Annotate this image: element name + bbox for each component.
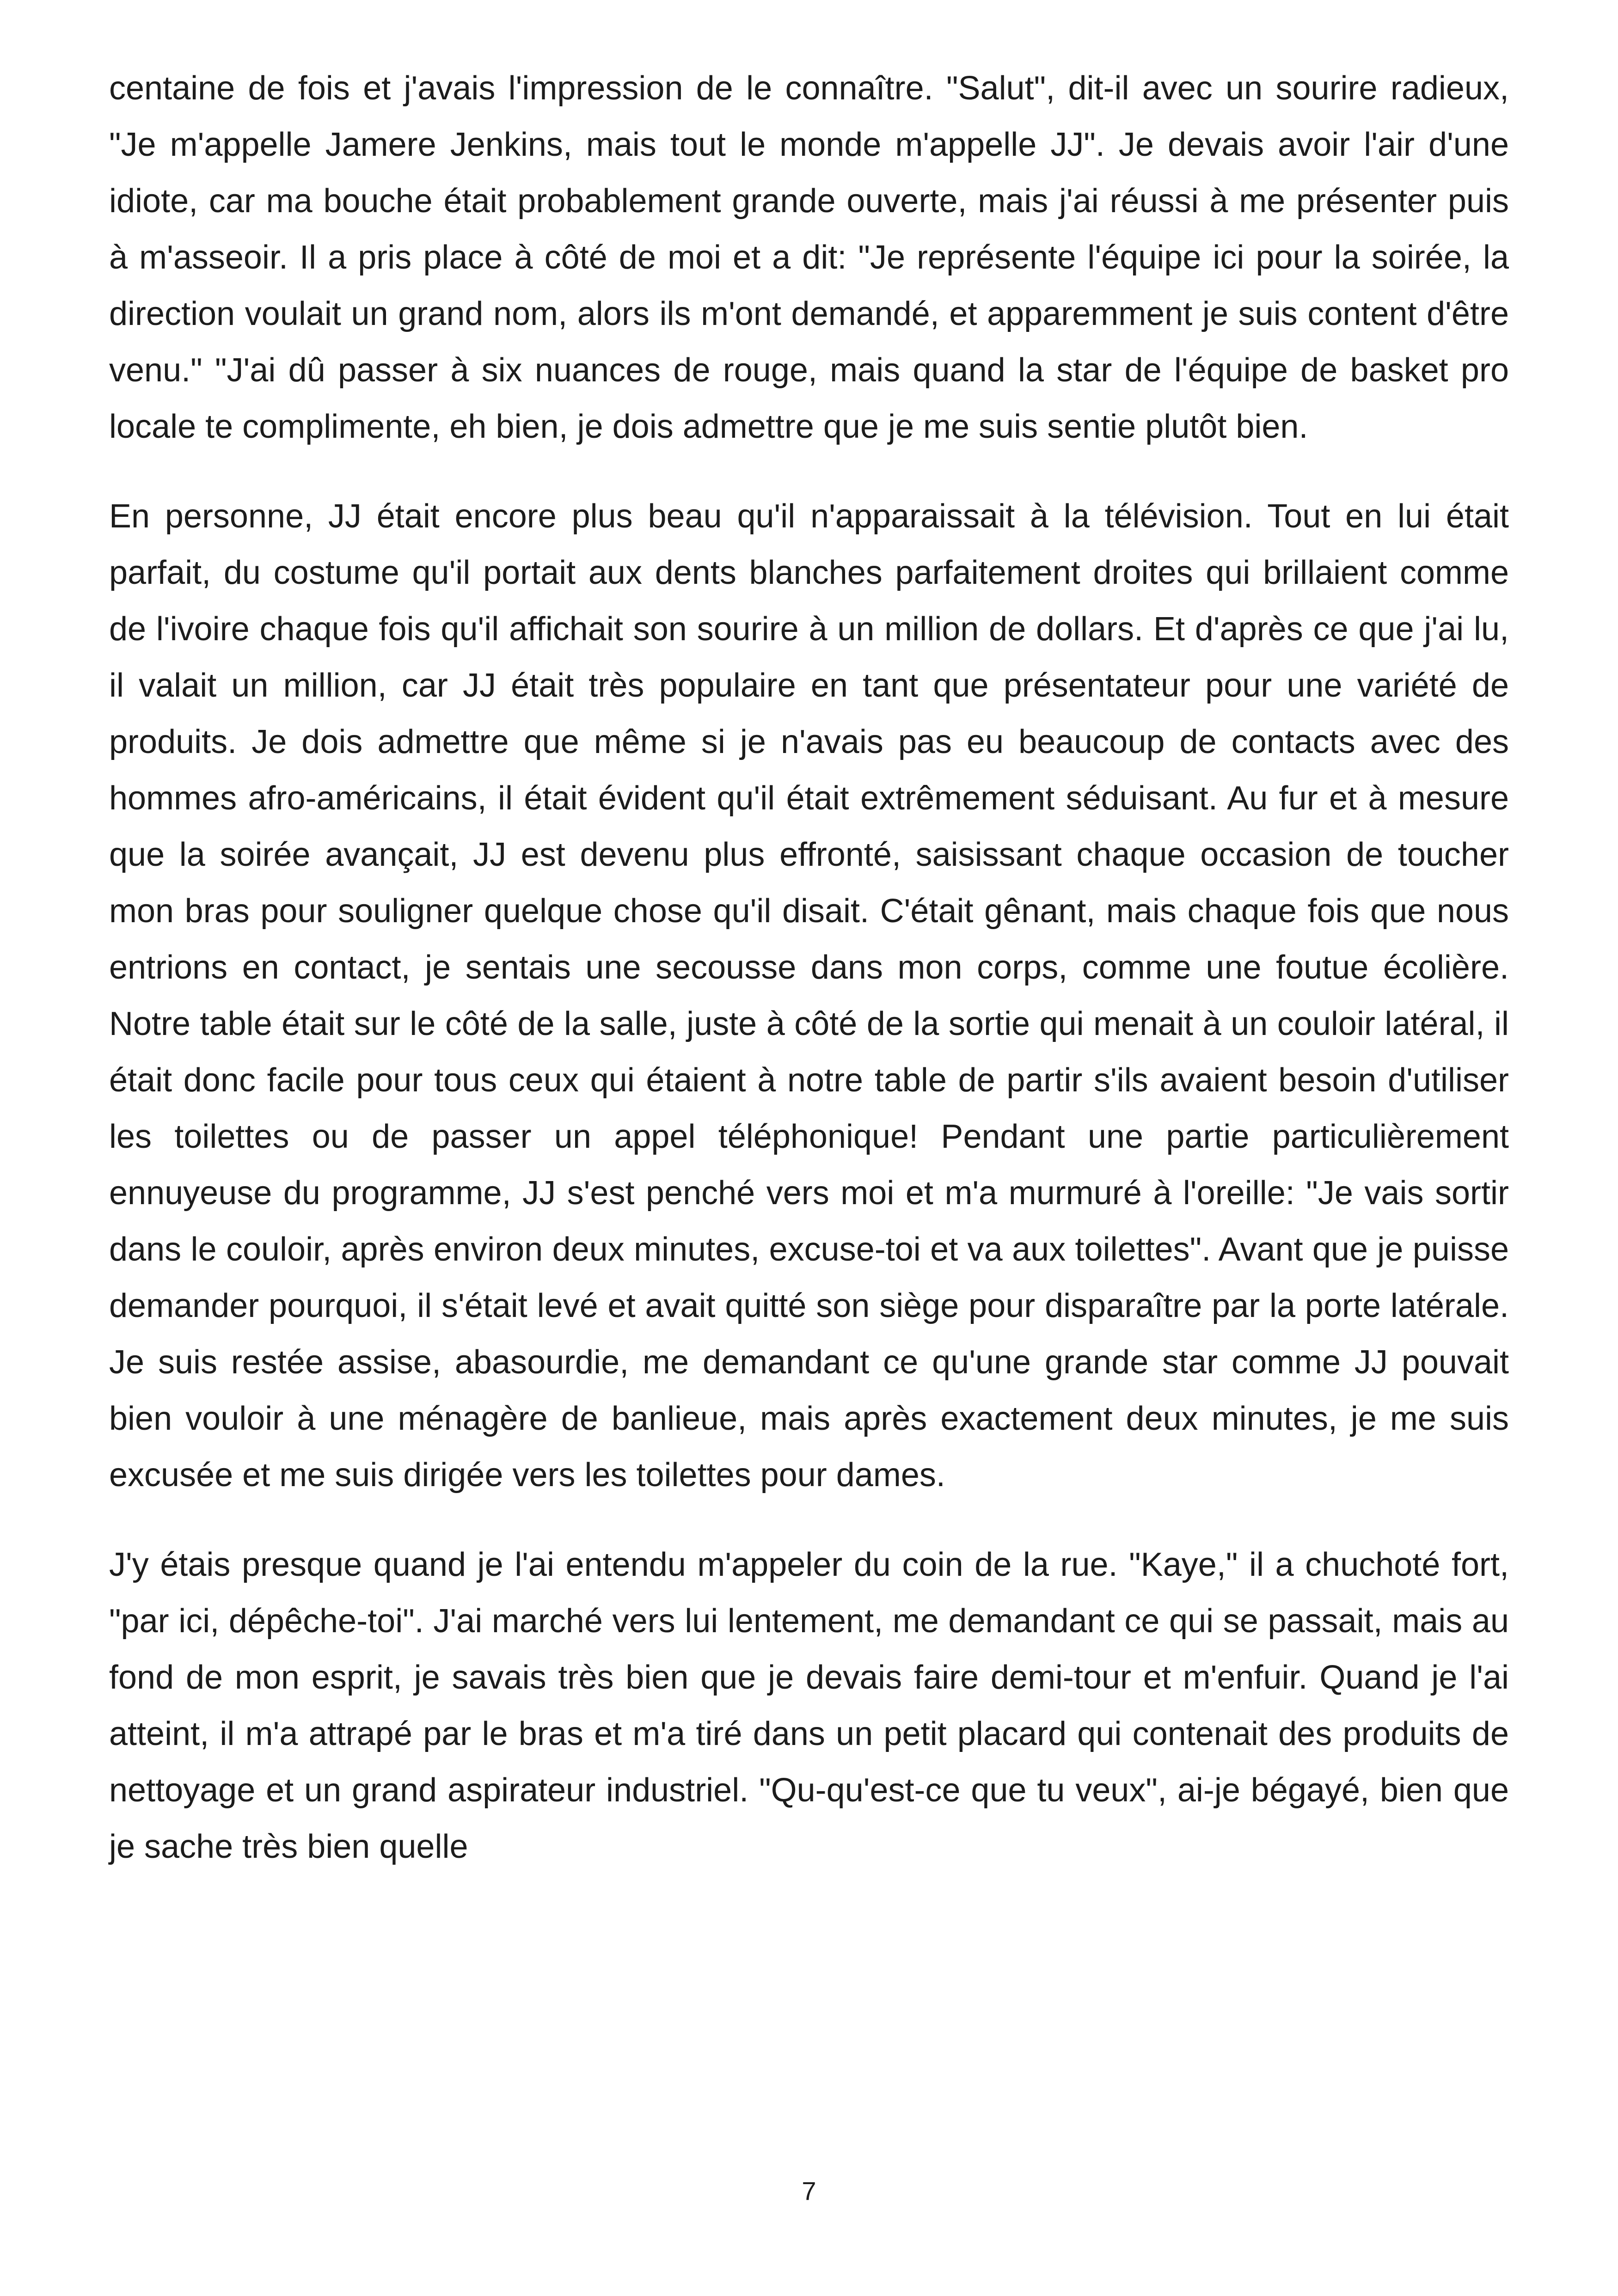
page-number: 7	[802, 2176, 816, 2205]
body-text	[109, 60, 1509, 1908]
paragraph-3: J'y étais presque quand je l'ai entendu m'appeler du coin de la rue. "Kaye," il a chuchoté fort, "par ici, dépêche-toi". J'ai marché vers lui lentement, me demandant ce qui se passait, mais au fond de mon esprit, je savais très bien que je devais faire demi-tour et m'enfuir. Quand je l'ai atteint, il m'a attrapé par le bras et m'a tiré dans un petit placard qui contenait des produits de nettoyage et un grand aspirateur industriel. "Qu-qu'est-ce que tu veux", ai-je bégayé, bien que je sache très bien quelle	[109, 1546, 1509, 1865]
paragraph-1: centaine de fois et j'avais l'impression de le connaître. "Salut", dit-il avec un sourire radieux, "Je m'appelle Jamere Jenkins, mais tout le monde m'appelle JJ". Je devais avoir l'air d'une idiote, car ma bouche était probablement grande ouverte, mais j'ai réussi à me présenter puis à m'asseoir. Il a pris place à côté de moi et a dit: "Je représente l'équipe ici pour la soirée, la direction voulait un grand nom, alors ils m'ont demandé, et apparemment je suis content d'être venu." "J'ai dû passer à six nuances de rouge, mais quand la star de l'équipe de basket pro locale te complimente, eh bien, je dois admettre que je me suis sentie plutôt bien.	[109, 70, 1509, 445]
paragraph-2: En personne, JJ était encore plus beau qu'il n'apparaissait à la télévision. Tout en lui était parfait, du costume qu'il portait aux dents blanches parfaitement droites qui brillaient comme de l'ivoire chaque fois qu'il affichait son sourire à un million de dollars. Et d'après ce que j'ai lu, il valait un million, car JJ était très populaire en tant que présentateur pour une variété de produits. Je dois admettre que même si je n'avais pas eu beaucoup de contacts avec des hommes afro-américains, il était évident qu'il était extrêmement séduisant. Au fur et à mesure que la soirée avançait, JJ est devenu plus effronté, saisissant chaque occasion de toucher mon bras pour souligner quelque chose qu'il disait. C'était gênant, mais chaque fois que nous entrions en contact, je sentais une secousse dans mon corps, comme une foutue écolière. Notre table était sur le côté de la salle, juste à côté de la sortie qui menait à un couloir latéral, il était donc facile pour tous ceux qui étaient à notre table de partir s'ils avaient besoin d'utiliser les toilettes ou de passer un appel téléphonique! Pendant une partie particulièrement ennuyeuse du programme, JJ s'est penché vers moi et m'a murmuré à l'oreille: "Je vais sortir dans le couloir, après environ deux minutes, excuse-toi et va aux toilettes". Avant que je puisse demander pourquoi, il s'était levé et avait quitté son siège pour disparaître par la porte latérale. Je suis restée assise, abasourdie, me demandant ce qu'une grande star comme JJ pouvait bien vouloir à une ménagère de banlieue, mais après exactement deux minutes, je me suis excusée et me suis dirigée vers les toilettes pour dames.	[109, 498, 1509, 1494]
